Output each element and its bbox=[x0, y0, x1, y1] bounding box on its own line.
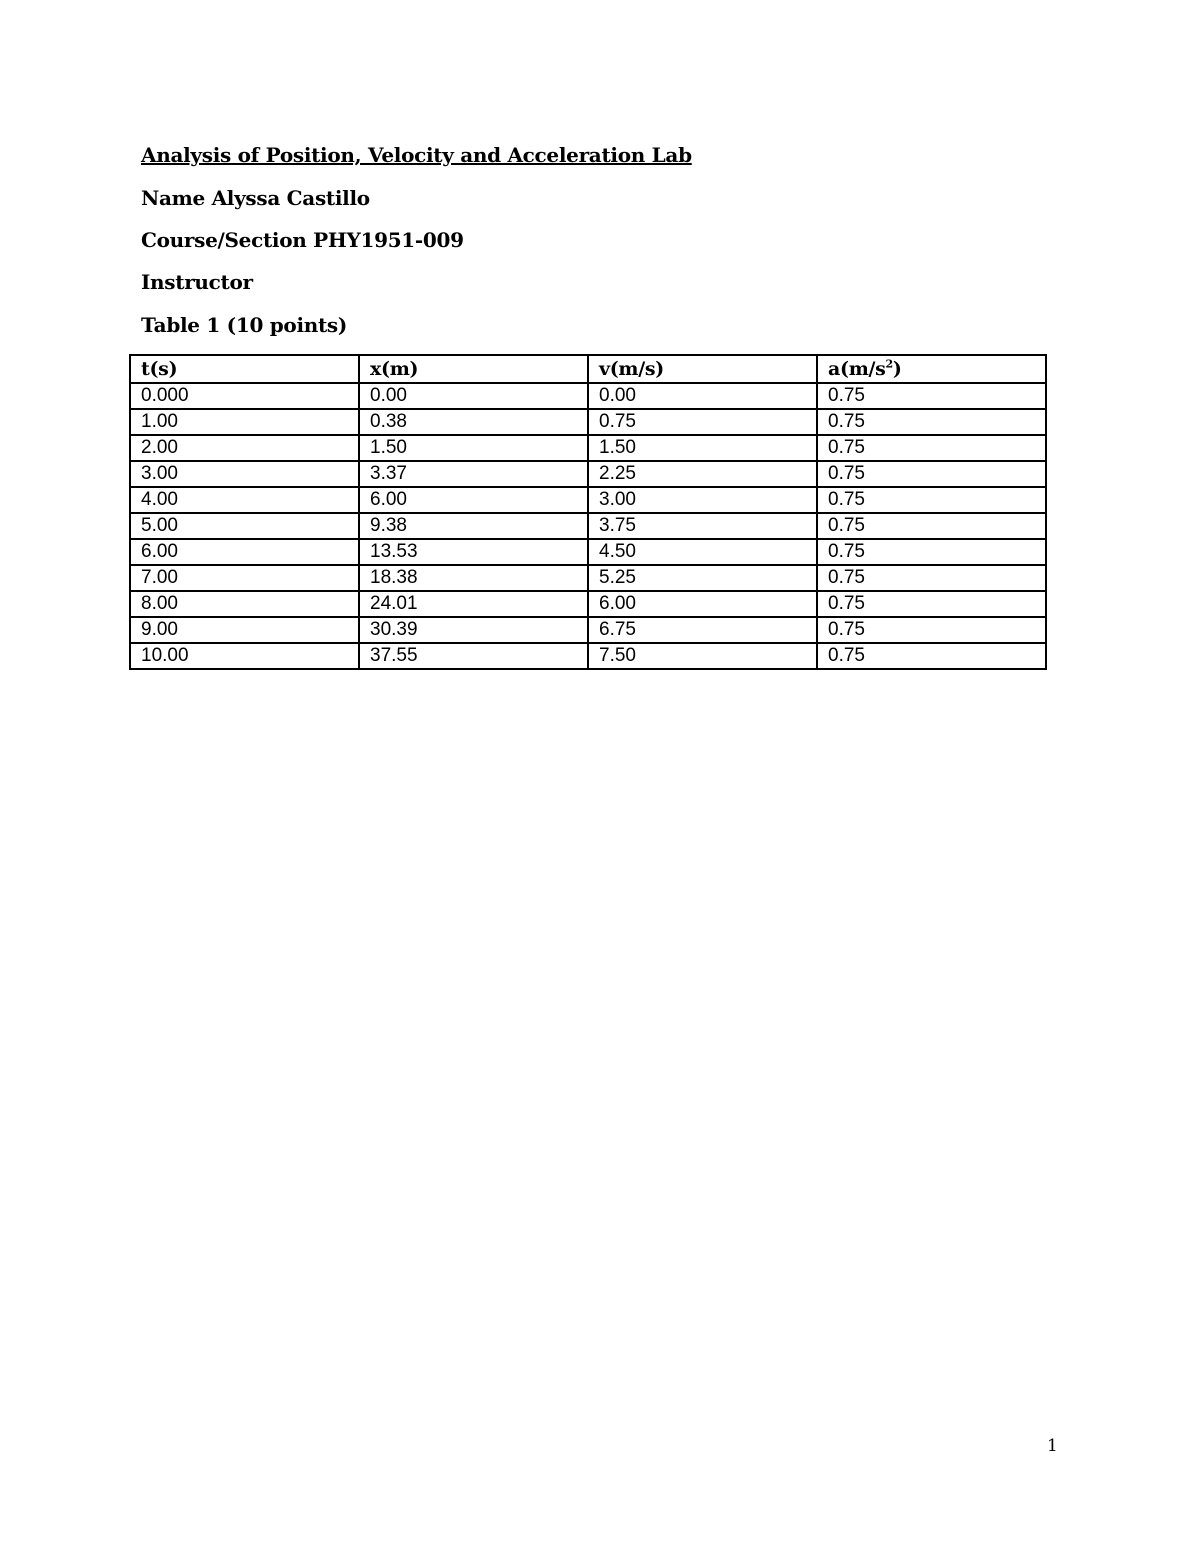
student-name-line: Name Alyssa Castillo bbox=[141, 186, 370, 210]
cell-velocity: 7.50 bbox=[588, 643, 817, 669]
header-acceleration bbox=[817, 355, 1046, 383]
table-header-row bbox=[130, 355, 1046, 383]
cell-velocity: 5.25 bbox=[588, 565, 817, 591]
cell-velocity: 3.75 bbox=[588, 513, 817, 539]
cell-time: 7.00 bbox=[130, 565, 359, 591]
cell-position: 1.50 bbox=[359, 435, 588, 461]
cell-position: 9.38 bbox=[359, 513, 588, 539]
course-section-line: Course/Section PHY1951-009 bbox=[141, 228, 464, 252]
cell-time: 4.00 bbox=[130, 487, 359, 513]
table-row bbox=[130, 591, 1046, 617]
cell-position: 18.38 bbox=[359, 565, 588, 591]
cell-acceleration: 0.75 bbox=[817, 435, 1046, 461]
cell-acceleration: 0.75 bbox=[817, 409, 1046, 435]
table-row bbox=[130, 539, 1046, 565]
cell-acceleration: 0.75 bbox=[817, 383, 1046, 409]
instructor-line: Instructor bbox=[141, 270, 253, 294]
cell-velocity: 0.75 bbox=[588, 409, 817, 435]
cell-position: 30.39 bbox=[359, 617, 588, 643]
cell-velocity: 3.00 bbox=[588, 487, 817, 513]
data-table bbox=[129, 354, 1047, 670]
cell-time: 0.000 bbox=[130, 383, 359, 409]
table-row bbox=[130, 435, 1046, 461]
cell-time: 9.00 bbox=[130, 617, 359, 643]
cell-acceleration: 0.75 bbox=[817, 487, 1046, 513]
header-acceleration-unit: a(m/s bbox=[828, 358, 886, 380]
table-row bbox=[130, 513, 1046, 539]
table-caption: Table 1 (10 points) bbox=[141, 313, 348, 337]
cell-acceleration: 0.75 bbox=[817, 617, 1046, 643]
cell-velocity: 6.00 bbox=[588, 591, 817, 617]
cell-velocity: 6.75 bbox=[588, 617, 817, 643]
table-row bbox=[130, 409, 1046, 435]
cell-acceleration: 0.75 bbox=[817, 513, 1046, 539]
cell-position: 24.01 bbox=[359, 591, 588, 617]
cell-position: 6.00 bbox=[359, 487, 588, 513]
page-number: 1 bbox=[1047, 1436, 1058, 1456]
cell-acceleration: 0.75 bbox=[817, 643, 1046, 669]
cell-time: 3.00 bbox=[130, 461, 359, 487]
table-row bbox=[130, 643, 1046, 669]
header-acceleration-exponent: 2 bbox=[885, 357, 893, 371]
header-velocity: v(m/s) bbox=[588, 355, 817, 383]
cell-time: 8.00 bbox=[130, 591, 359, 617]
cell-velocity: 0.00 bbox=[588, 383, 817, 409]
cell-time: 2.00 bbox=[130, 435, 359, 461]
document-title: Analysis of Position, Velocity and Acceleration Lab bbox=[141, 143, 692, 167]
cell-position: 37.55 bbox=[359, 643, 588, 669]
table-row bbox=[130, 565, 1046, 591]
cell-acceleration: 0.75 bbox=[817, 591, 1046, 617]
cell-time: 1.00 bbox=[130, 409, 359, 435]
table-row bbox=[130, 487, 1046, 513]
cell-velocity: 1.50 bbox=[588, 435, 817, 461]
cell-acceleration: 0.75 bbox=[817, 539, 1046, 565]
cell-time: 6.00 bbox=[130, 539, 359, 565]
header-time: t(s) bbox=[130, 355, 359, 383]
cell-position: 0.00 bbox=[359, 383, 588, 409]
cell-position: 13.53 bbox=[359, 539, 588, 565]
cell-position: 3.37 bbox=[359, 461, 588, 487]
cell-acceleration: 0.75 bbox=[817, 565, 1046, 591]
table-row bbox=[130, 617, 1046, 643]
header-acceleration-close: ) bbox=[892, 358, 902, 380]
table-row bbox=[130, 461, 1046, 487]
cell-velocity: 4.50 bbox=[588, 539, 817, 565]
header-position: x(m) bbox=[359, 355, 588, 383]
cell-velocity: 2.25 bbox=[588, 461, 817, 487]
table-row bbox=[130, 383, 1046, 409]
cell-time: 10.00 bbox=[130, 643, 359, 669]
cell-acceleration: 0.75 bbox=[817, 461, 1046, 487]
cell-time: 5.00 bbox=[130, 513, 359, 539]
cell-position: 0.38 bbox=[359, 409, 588, 435]
